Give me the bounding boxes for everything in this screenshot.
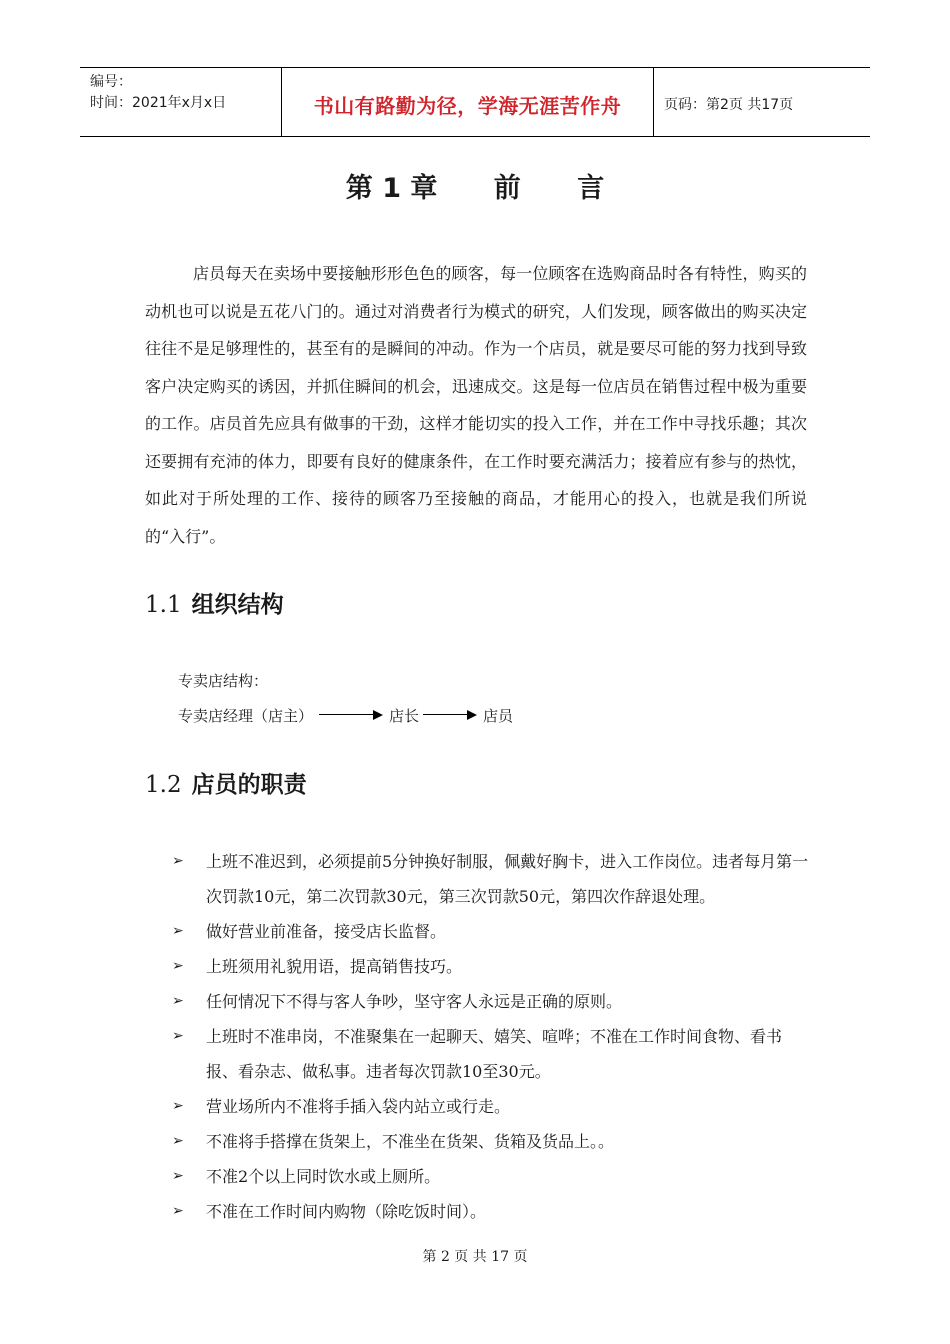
arrow-bullet-icon: ➢ <box>172 1028 184 1044</box>
arrow-bullet-icon: ➢ <box>172 923 184 939</box>
structure-chain <box>178 703 513 727</box>
header-page-cell <box>654 68 870 136</box>
section-number: 1.2 <box>145 772 182 798</box>
arrow-bullet-icon: ➢ <box>172 993 184 1009</box>
list-item: ➢ 上班须用礼貌用语，提高销售技巧。 <box>172 949 812 984</box>
list-item: ➢ 上班不准迟到，必须提前5分钟换好制服，佩戴好胸卡，进入工作岗位。违者每月第一次罚款10元，第二次罚款30元，第三次罚款50元，第四次作辞退处理。 <box>172 844 812 914</box>
chapter-title-number: 第 1 章 <box>345 173 438 204</box>
header-page-info: 页码：第2页 共17页 <box>664 97 794 113</box>
arrow-bullet-icon: ➢ <box>172 1168 184 1184</box>
section-heading-1-1 <box>145 586 284 619</box>
list-item: ➢ 不准将手搭撑在货架上，不准坐在货架、货箱及货品上。。 <box>172 1124 812 1159</box>
motto-text: 书山有路勤为径，学海无涯苦作舟 <box>313 93 622 118</box>
list-item: ➢ 上班时不准串岗，不准聚集在一起聊天、嬉笑、喧哗；不准在工作时间食物、看书报、看杂志、做私事。违者每次罚款10至30元。 <box>172 1019 812 1089</box>
arrow-right-icon <box>319 710 383 720</box>
arrow-bullet-icon: ➢ <box>172 1098 184 1114</box>
arrow-bullet-icon: ➢ <box>172 853 184 869</box>
list-item: ➢ 不准在工作时间内购物（除吃饭时间）。 <box>172 1194 812 1229</box>
section-heading-1-2 <box>145 766 307 799</box>
chapter-title <box>0 166 950 205</box>
code-label: 编号： <box>90 74 132 90</box>
arrow-right-icon <box>423 710 477 720</box>
structure-node-clerk: 店员 <box>483 706 514 725</box>
intro-paragraph: 店员每天在卖场中要接触形形色色的顾客，每一位顾客在选购商品时各有特性，购买的动机也可以说是五花八门的。通过对消费者行为模式的研究，人们发现，顾客做出的购买决定往往不是足够理性的，甚至有的是瞬间的冲动。作为一个店员，就是要尽可能的努力找到导致客户决定购买的诱因，并抓住瞬间的机会，迅速成交。这是每一位店员在销售过程中极为重要的工作。店员首先应具有做事的干劲，这样才能切实的投入工作，并在工作中寻找乐趣；其次还要拥有充沛的体力，即要有良好的健康条件，在工作时要充满活力；接着应有参与的热忱，如此对于所处理的工作、接待的顾客乃至接触的商品，才能用心的投入，也就是我们所说的“入行”。 <box>145 264 807 546</box>
section-number: 1.1 <box>145 592 182 618</box>
time-label: 时间：2021年x月x日 <box>90 95 227 111</box>
arrow-bullet-icon: ➢ <box>172 1133 184 1149</box>
structure-node-store-manager: 店长 <box>389 706 420 725</box>
section-title: 店员的职责 <box>191 772 307 798</box>
structure-node-manager: 专卖店经理（店主） <box>178 706 314 725</box>
arrow-bullet-icon: ➢ <box>172 958 184 974</box>
header-motto-cell <box>282 68 654 136</box>
header-table <box>80 67 870 137</box>
list-item: ➢ 任何情况下不得与客人争吵，坚守客人永远是正确的原则。 <box>172 984 812 1019</box>
arrow-bullet-icon: ➢ <box>172 1203 184 1219</box>
list-item: ➢ 营业场所内不准将手插入袋内站立或行走。 <box>172 1089 812 1124</box>
page-footer: 第 2 页 共 17 页 <box>422 1249 528 1265</box>
chapter-title-word-2: 言 <box>577 173 605 204</box>
duties-list <box>172 844 812 1229</box>
section-title: 组织结构 <box>191 592 284 618</box>
chapter-title-word-1: 前 <box>493 173 521 204</box>
structure-label: 专卖店结构： <box>178 672 269 690</box>
list-item: ➢ 做好营业前准备，接受店长监督。 <box>172 914 812 949</box>
list-item: ➢ 不准2个以上同时饮水或上厕所。 <box>172 1159 812 1194</box>
header-meta-cell <box>80 68 282 136</box>
